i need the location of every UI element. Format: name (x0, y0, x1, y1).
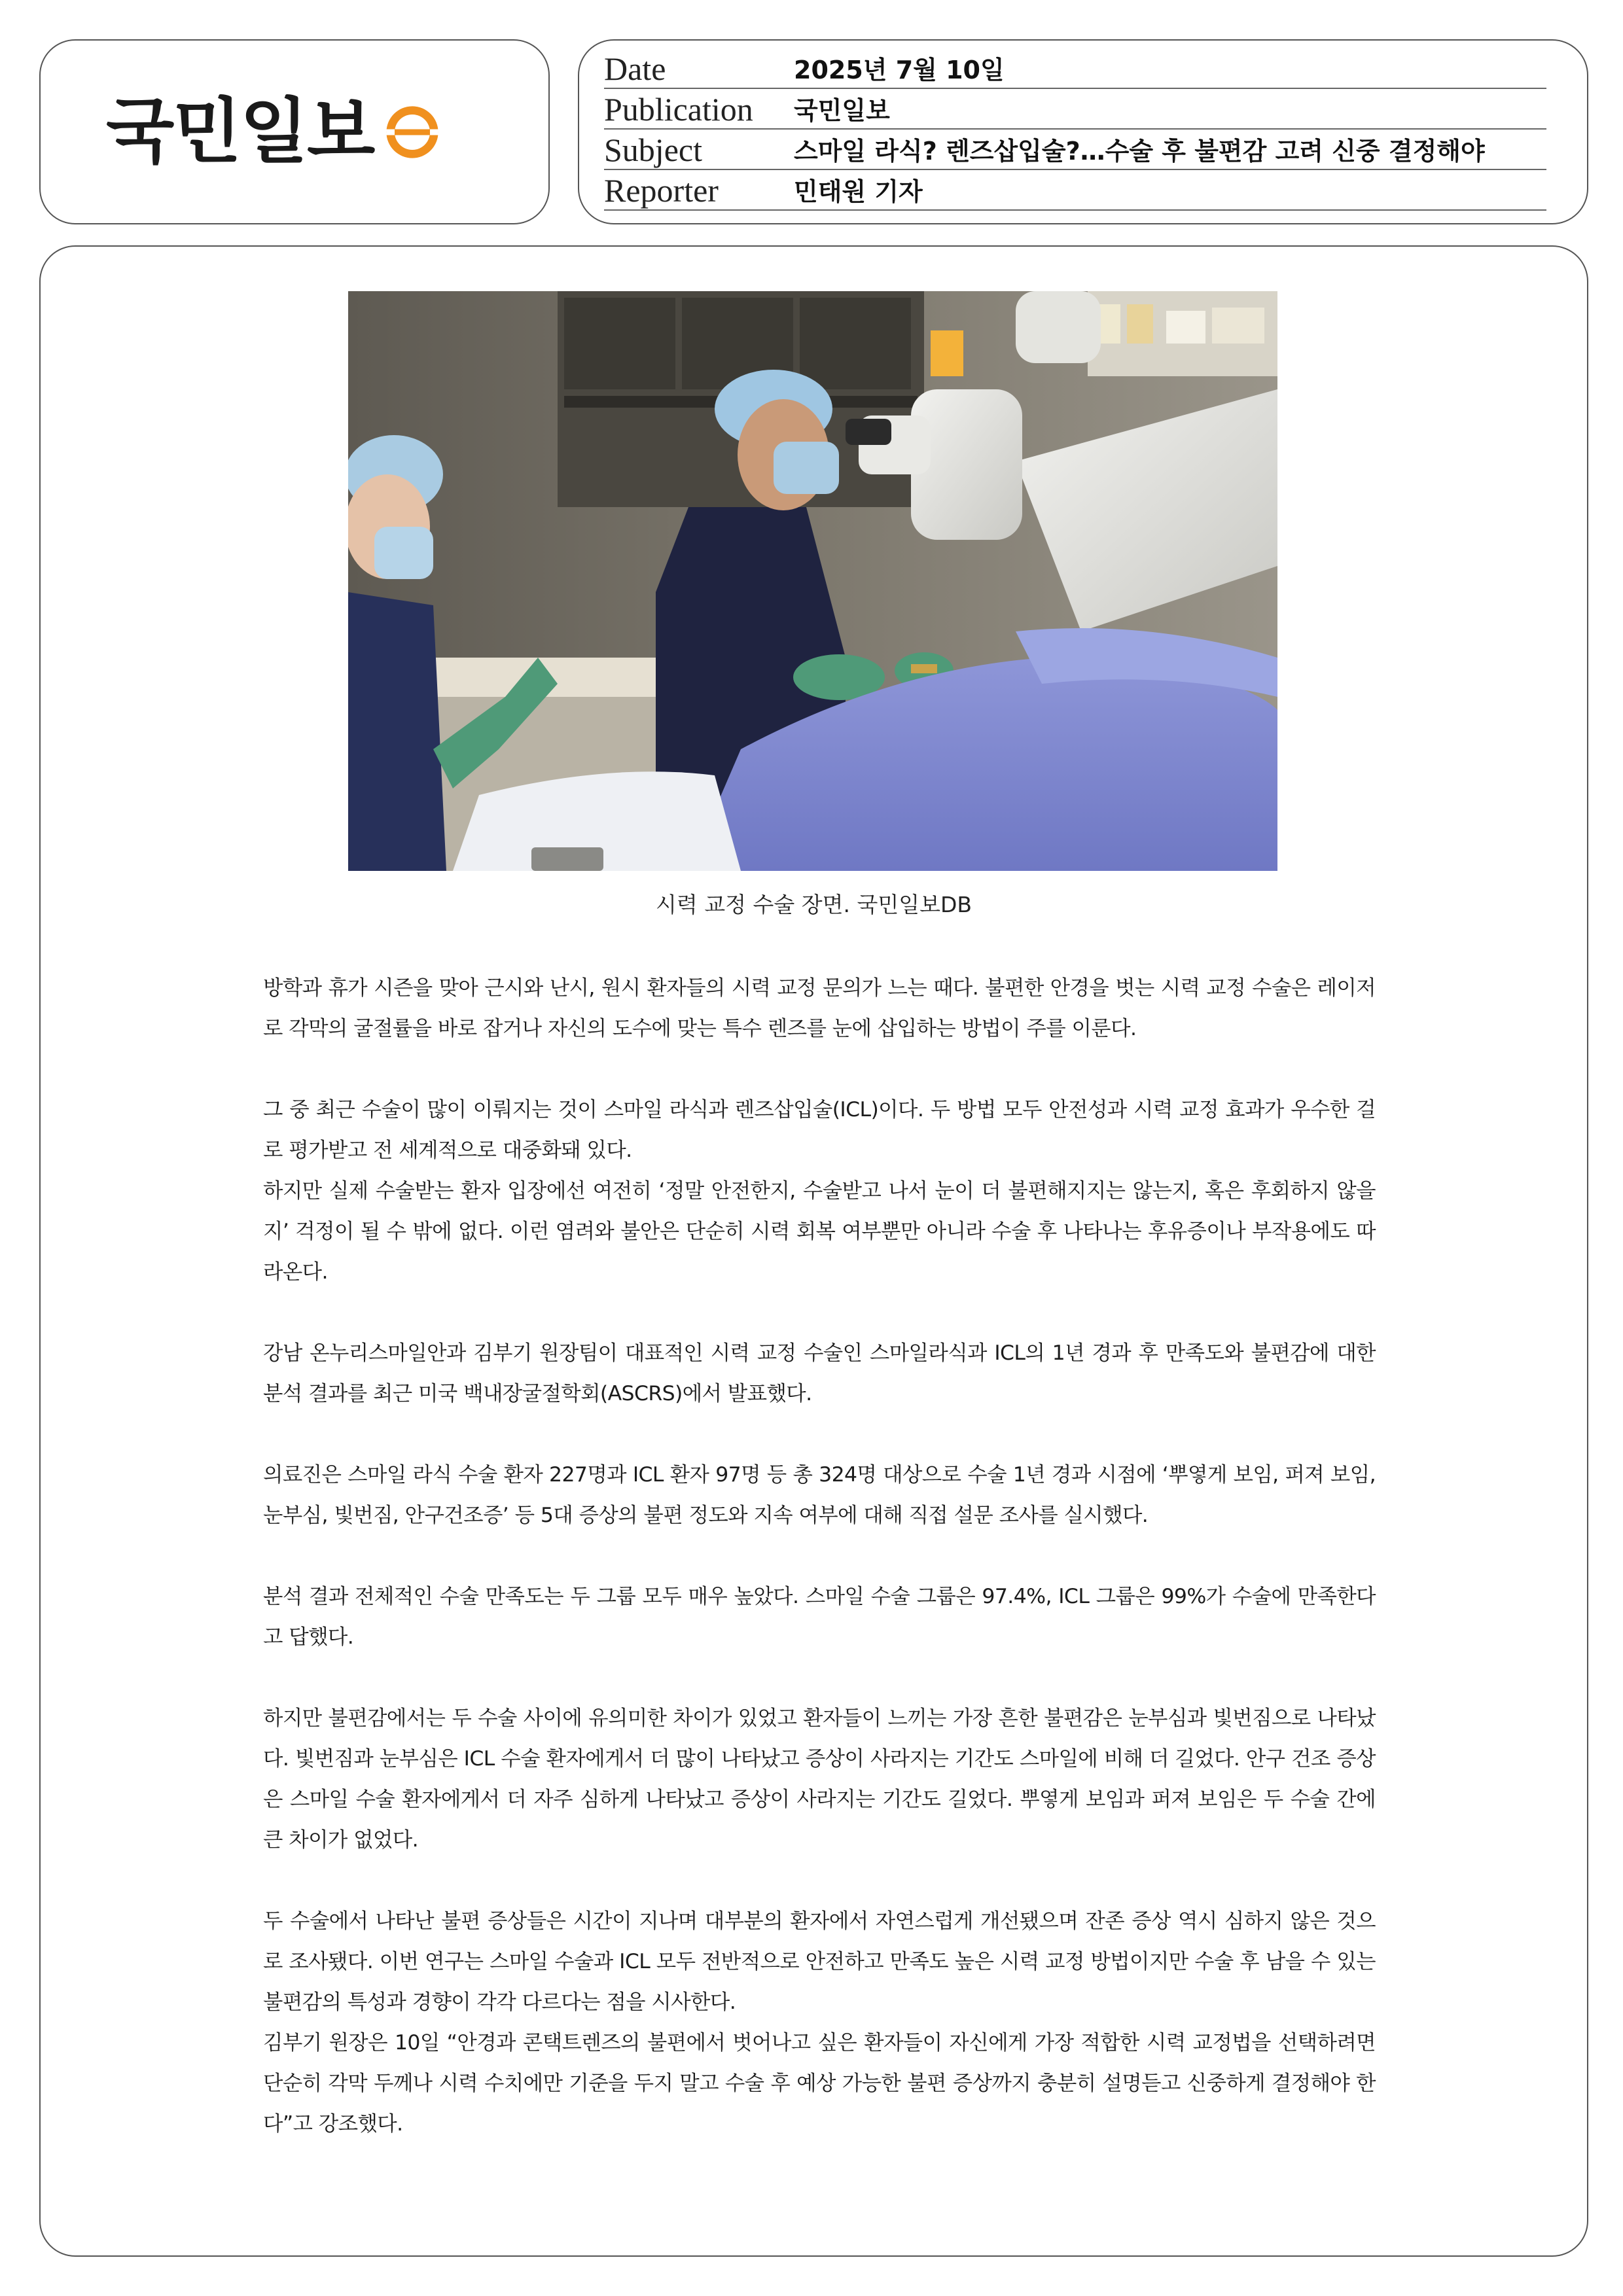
article-paragraph: 하지만 실제 수술받는 환자 입장에선 여전히 ‘정말 안전한지, 수술받고 나서 눈이 더 불편해지지는 않는지, 혹은 후회하지 않을지’ 걱정이 될 수 밖에 없다. 이런 염려와 불안은 단순히 시력 회복 여부뿐만 아니라 수술 후 나타나는 후유증이나 부작용에도 따라온다. (263, 1179, 1376, 1284)
article-box (39, 245, 1588, 2257)
logo-emblem-icon (383, 103, 442, 162)
meta-value-date: 2025년 7월 10일 (794, 56, 1005, 84)
article-paragraph: 분석 결과 전체적인 수술 만족도는 두 그룹 모두 매우 높았다. 스마일 수술 그룹은 97.4%, ICL 그룹은 99%가 수술에 만족한다고 답했다. (263, 1585, 1376, 1649)
meta-row-reporter (604, 170, 1546, 211)
meta-label: Reporter (604, 172, 719, 209)
meta-label: Subject (604, 132, 702, 168)
article-paragraph: 강남 온누리스마일안과 김부기 원장팀이 대표적인 시력 교정 수술인 스마일라식과 ICL의 1년 경과 후 만족도와 불편감에 대한 분석 결과를 최근 미국 백내장굴절학회(ASCRS)에서 발표했다. (263, 1341, 1376, 1405)
meta-value-publication: 국민일보 (794, 96, 890, 125)
meta-label: Publication (604, 91, 753, 128)
logo-box (39, 39, 550, 224)
meta-row-subject (604, 130, 1546, 170)
article-paragraph: 하지만 불편감에서는 두 수술 사이에 유의미한 차이가 있었고 환자들이 느끼는 가장 흔한 불편감은 눈부심과 빛번짐으로 나타났다. 빛번짐과 눈부심은 ICL 수술 환자에게서 더 많이 나타났고 증상이 사라지는 기간도 스마일에 비해 더 길었다. 안구 건조 증상은 스마일 수술 환자에게서 더 자주 심하게 나타났고 증상이 사라지는 기간도 길었다. 뿌옇게 보임과 퍼져 보임은 두 수술 간에 큰 차이가 없었다. (263, 1706, 1376, 1852)
photo-caption: 시력 교정 수술 장면. 국민일보DB (655, 892, 972, 917)
meta-label: Date (604, 50, 666, 87)
meta-row-publication (604, 89, 1546, 130)
meta-value-subject: 스마일 라식? 렌즈삽입술?…수술 후 불편감 고려 신중 결정해야 (794, 137, 1485, 166)
meta-row-date (604, 48, 1546, 89)
publication-logo (106, 86, 442, 178)
article-body (263, 968, 1376, 2144)
metadata-box (578, 39, 1588, 224)
logo-text: 국민일보 (106, 91, 374, 173)
article-paragraph: 의료진은 스마일 라식 수술 환자 227명과 ICL 환자 97명 등 총 324명 대상으로 수술 1년 경과 시점에 ‘뿌옇게 보임, 퍼져 보임, 눈부심, 빛번짐, 안구건조증’ 등 5대 증상의 불편 정도와 지속 여부에 대해 직접 설문 조사를 실시했다. (263, 1463, 1376, 1527)
article-paragraph: 그 중 최근 수술이 많이 이뤄지는 것이 스마일 라식과 렌즈삽입술(ICL)이다. 두 방법 모두 안전성과 시력 교정 효과가 우수한 걸로 평가받고 전 세계적으로 대중화돼 있다. (263, 1098, 1376, 1162)
article-paragraph: 방학과 휴가 시즌을 맞아 근시와 난시, 원시 환자들의 시력 교정 문의가 느는 때다. 불편한 안경을 벗는 시력 교정 수술은 레이저로 각막의 굴절률을 바로 잡거나 자신의 도수에 맞는 특수 렌즈를 눈에 삽입하는 방법이 주를 이룬다. (263, 976, 1376, 1040)
article-photo (348, 291, 1277, 871)
meta-value-reporter: 민태원 기자 (794, 177, 923, 206)
article-paragraph: 김부기 원장은 10일 “안경과 콘택트렌즈의 불편에서 벗어나고 싶은 환자들이 자신에게 가장 적합한 시력 교정법을 선택하려면 단순히 각막 두께나 시력 수치에만 기준을 두지 말고 수술 후 예상 가능한 불편 증상까지 충분히 설명듣고 신중하게 결정해야 한다”고 강조했다. (263, 2031, 1376, 2136)
article-paragraph: 두 수술에서 나타난 불편 증상들은 시간이 지나며 대부분의 환자에서 자연스럽게 개선됐으며 잔존 증상 역시 심하지 않은 것으로 조사됐다. 이번 연구는 스마일 수술과 ICL 모두 전반적으로 안전하고 만족도 높은 시력 교정 방법이지만 수술 후 남을 수 있는 불편감의 특성과 경향이 각각 다르다는 점을 시사한다. (263, 1909, 1376, 2014)
surgery-scene-image (348, 291, 1277, 871)
